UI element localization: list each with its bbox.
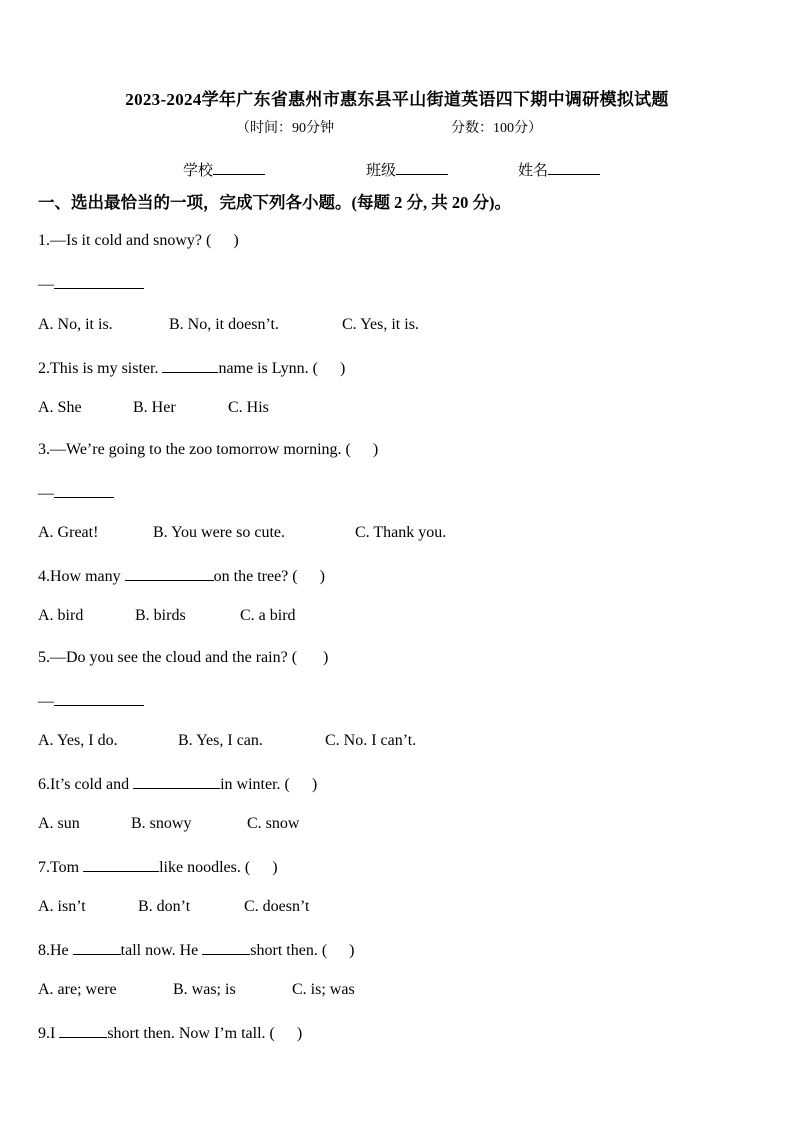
option-b[interactable]: B. No, it doesn’t. (169, 316, 279, 333)
question-2 (38, 358, 345, 378)
question-text-after: on the tree? ( (213, 568, 298, 585)
exam-title: 2023-2024学年广东省惠州市惠东县平山街道英语四下期中调研模拟试题 (125, 90, 669, 109)
name-field (518, 159, 600, 180)
option-a[interactable]: A. bird (38, 607, 84, 624)
option-c[interactable]: C. a bird (240, 607, 296, 624)
options-2 (38, 399, 269, 417)
question-text: —Do you see the cloud and the rain? ( (50, 649, 298, 666)
question-text-after: like noodles. ( (159, 859, 251, 876)
answer-dash: — (38, 693, 54, 710)
paren-close: ) (296, 1025, 303, 1042)
school-label: 学校 (183, 163, 214, 179)
question-text-mid: tall now. He (120, 942, 203, 959)
question-number: 2. (38, 360, 50, 377)
question-number: 3. (38, 441, 50, 458)
options-1 (38, 316, 419, 334)
option-b[interactable]: B. don’t (138, 898, 191, 915)
option-c[interactable]: C. No. I can’t. (325, 732, 417, 749)
fill-blank-1[interactable] (73, 940, 121, 955)
question-number: 9. (38, 1025, 50, 1042)
option-b[interactable]: B. snowy (131, 815, 192, 832)
question-number: 4. (38, 568, 50, 585)
question-text: He (50, 942, 73, 959)
option-c[interactable]: C. doesn’t (244, 898, 310, 915)
answer-dash: — (38, 276, 54, 293)
question-text: Tom (50, 859, 84, 876)
question-5 (38, 649, 328, 667)
option-b[interactable]: B. birds (135, 607, 186, 624)
question-text: —Is it cold and snowy? ( (50, 232, 212, 249)
exam-time: （时间：90分钟 (236, 121, 334, 136)
question-9 (38, 1023, 302, 1043)
fill-blank[interactable] (83, 857, 159, 872)
class-blank[interactable] (396, 160, 448, 175)
question-number: 1. (38, 232, 50, 249)
option-c[interactable]: C. snow (247, 815, 300, 832)
options-3 (38, 524, 446, 542)
school-blank[interactable] (213, 160, 265, 175)
question-6 (38, 774, 317, 794)
question-text: It’s cold and (50, 776, 134, 793)
question-8 (38, 940, 354, 960)
option-b[interactable]: B. You were so cute. (153, 524, 285, 541)
question-text: —We’re going to the zoo tomorrow morning. ( (50, 441, 351, 458)
question-1 (38, 232, 239, 250)
question-7 (38, 857, 278, 877)
class-label: 班级 (366, 163, 397, 179)
fill-blank[interactable] (59, 1023, 107, 1038)
question-number: 5. (38, 649, 50, 666)
option-a[interactable]: A. isn’t (38, 898, 86, 915)
options-5 (38, 732, 416, 750)
question-text: I (50, 1025, 60, 1042)
answer-blank[interactable] (54, 483, 114, 498)
answer-dash: — (38, 485, 54, 502)
question-text: This is my sister. (50, 360, 163, 377)
name-label: 姓名 (518, 163, 549, 179)
class-field (366, 159, 518, 180)
answer-blank[interactable] (54, 274, 144, 289)
answer-line-3 (38, 483, 114, 503)
paren-close: ) (372, 441, 379, 458)
paren-close: ) (349, 942, 355, 959)
option-a[interactable]: A. She (38, 399, 82, 416)
fill-blank-2[interactable] (202, 940, 250, 955)
name-blank[interactable] (548, 160, 600, 175)
fill-blank[interactable] (125, 566, 214, 581)
question-text: How many (50, 568, 125, 585)
paren-close: ) (311, 776, 318, 793)
option-a[interactable]: A. Yes, I do. (38, 732, 118, 749)
paren-close: ) (272, 859, 278, 876)
option-b[interactable]: B. Yes, I can. (178, 732, 263, 749)
paren-close: ) (323, 649, 329, 666)
option-c[interactable]: C. Yes, it is. (342, 316, 419, 333)
answer-blank[interactable] (54, 691, 144, 706)
question-text-after: short then. ( (250, 942, 328, 959)
fill-blank[interactable] (133, 774, 220, 789)
options-8 (38, 981, 355, 999)
option-b[interactable]: B. was; is (173, 981, 236, 998)
question-text-after: in winter. ( (220, 776, 290, 793)
student-info-fields (183, 159, 600, 180)
paren-close: ) (319, 568, 325, 585)
option-a[interactable]: A. No, it is. (38, 316, 113, 333)
question-text-after: short then. Now I’m tall. ( (107, 1025, 275, 1042)
question-3 (38, 441, 378, 459)
section-heading: 一、选出最恰当的一项，完成下列各小题。(每题 2 分, 共 20 分)。 (38, 193, 511, 212)
question-4 (38, 566, 325, 586)
option-c[interactable]: C. Thank you. (355, 524, 447, 541)
options-6 (38, 815, 299, 833)
answer-line-1 (38, 274, 144, 294)
question-number: 8. (38, 942, 50, 959)
option-c[interactable]: C. is; was (292, 981, 355, 998)
exam-subtitle (236, 117, 542, 137)
options-4 (38, 607, 296, 625)
option-a[interactable]: A. Great! (38, 524, 99, 541)
option-c[interactable]: C. His (228, 399, 269, 416)
option-a[interactable]: A. are; were (38, 981, 117, 998)
exam-score: 分数：100分） (451, 121, 542, 136)
question-number: 6. (38, 776, 50, 793)
paren-close: ) (233, 232, 239, 249)
option-b[interactable]: B. Her (133, 399, 176, 416)
fill-blank[interactable] (162, 358, 218, 373)
options-7 (38, 898, 309, 916)
question-number: 7. (38, 859, 50, 876)
answer-line-5 (38, 691, 144, 711)
school-field (183, 159, 366, 180)
paren-close: ) (340, 360, 346, 377)
question-text-after: name is Lynn. ( (218, 360, 318, 377)
option-a[interactable]: A. sun (38, 815, 80, 832)
